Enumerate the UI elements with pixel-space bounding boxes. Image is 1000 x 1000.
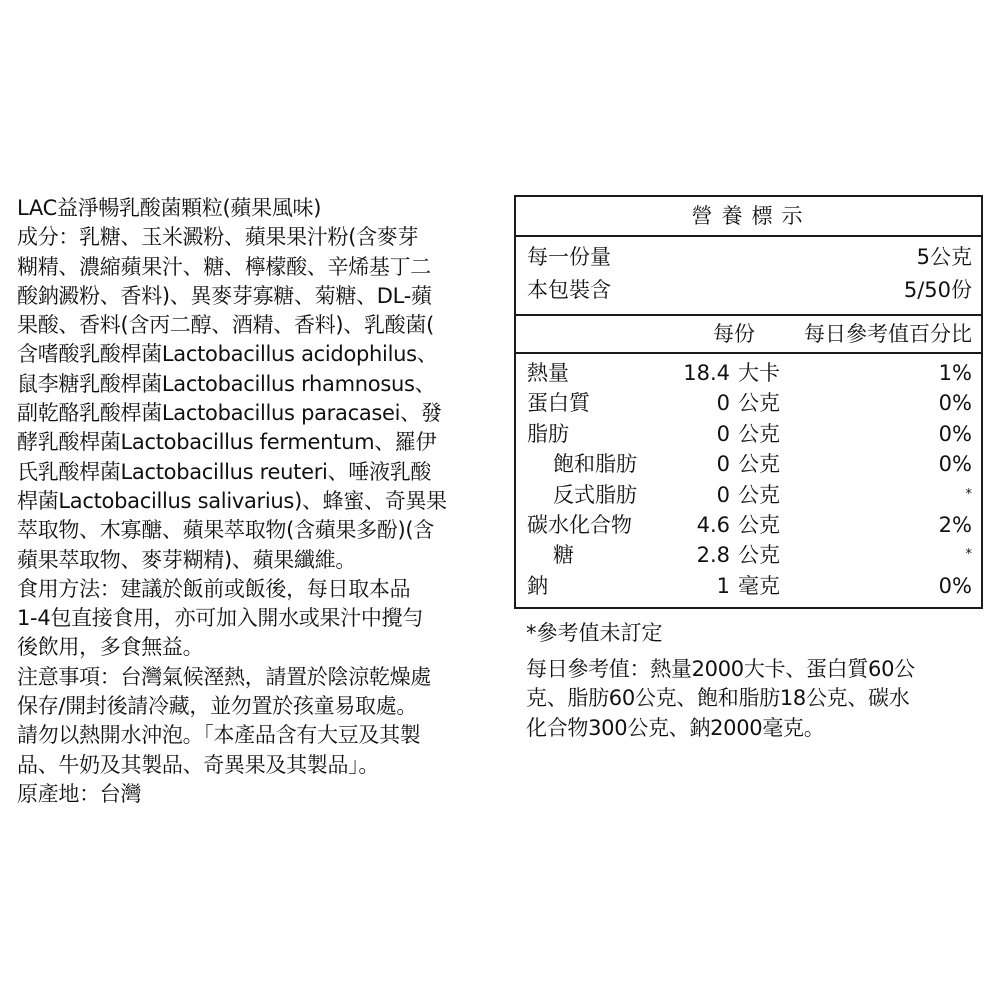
per-serving-header: 每份 (713, 322, 755, 346)
ingredients-line: 蘋果萃取物、麥芽糊精)、蘋果纖維。 (17, 547, 357, 572)
nutrition-facts-table (514, 195, 983, 609)
nutrient-name: 飽和脂肪 (553, 452, 637, 477)
nutrient-unit: 毫克 (738, 573, 780, 598)
reference-value-footnote: *參考值未訂定 (526, 621, 663, 645)
ingredients-line: 酵乳酸桿菌Lactobacillus fermentum、羅伊 (17, 430, 437, 455)
caution-line: 品、牛奶及其製品、奇異果及其製品」。 (17, 752, 380, 777)
nutrient-row-calories (516, 358, 981, 388)
nutrient-unit: 公克 (738, 543, 780, 568)
ingredients-line: 成分：乳糖、玉米澱粉、蘋果果汁粉(含麥芽 (17, 225, 419, 250)
serving-size-value: 5公克 (916, 245, 972, 269)
ingredients-line: 果酸、香料(含丙二醇、酒精、香料)、乳酸菌( (17, 313, 434, 338)
nutrient-row-saturated-fat (516, 449, 981, 479)
nutrient-name: 熱量 (527, 361, 569, 385)
ingredients-line: 糊精、濃縮蘋果汁、糖、檸檬酸、辛烯基丁二 (17, 254, 431, 279)
nutrient-amount: 0 (716, 421, 730, 446)
nutrient-row-sugar (516, 540, 981, 570)
nutrition-column-header (516, 316, 981, 354)
nutrient-unit: 公克 (738, 391, 780, 416)
nutrient-amount: 18.4 (683, 361, 730, 385)
caution-line: 保存/開封後請冷藏，並勿置於孩童易取處。 (17, 694, 418, 719)
serving-info (516, 237, 981, 316)
serving-size-label: 每一份量 (527, 245, 611, 269)
nutrient-name: 糖 (553, 543, 574, 568)
caution-line: 注意事項：台灣氣候溼熱，請置於陰涼乾燥處 (17, 664, 431, 689)
nutrient-row-carbohydrate (516, 510, 981, 540)
nutrient-daily-value: 0% (938, 452, 972, 477)
serving-size-row (516, 241, 981, 274)
nutrient-daily-value: 2% (938, 512, 972, 537)
origin-line: 原產地：台灣 (17, 781, 142, 806)
nutrient-daily-value: * (965, 547, 972, 563)
nutrient-amount: 0 (716, 452, 730, 477)
nutrient-unit: 公克 (738, 452, 780, 477)
nutrient-name: 脂肪 (527, 421, 569, 446)
nutrient-daily-value: 1% (938, 361, 972, 385)
nutrient-name: 碳水化合物 (527, 512, 632, 537)
usage-line: 食用方法：建議於飯前或飯後，每日取本品 (17, 576, 411, 601)
ingredients-line: 萃取物、木寡醣、蘋果萃取物(含蘋果多酚)(含 (17, 518, 434, 543)
ingredients-line: 氏乳酸桿菌Lactobacillus reuteri、唾液乳酸 (17, 459, 432, 484)
nutrient-amount: 4.6 (696, 512, 730, 537)
nutrient-daily-value: * (965, 486, 972, 502)
nutrient-row-protein (516, 388, 981, 418)
daily-reference-line: 克、脂肪60公克、飽和脂肪18公克、碳水 (526, 686, 910, 711)
nutrient-amount: 0 (716, 391, 730, 416)
nutrient-daily-value: 0% (938, 421, 972, 446)
caution-line: 請勿以熱開水沖泡。「本產品含有大豆及其製 (17, 723, 421, 748)
nutrient-rows (516, 354, 981, 601)
nutrition-table-title: 營養標示 (516, 197, 981, 237)
nutrient-name: 鈉 (527, 573, 548, 598)
nutrient-row-trans-fat (516, 480, 981, 510)
nutrient-amount: 1 (716, 573, 730, 598)
ingredients-line: 酸鈉澱粉、香料)、異麥芽寡糖、菊糖、DL-蘋 (17, 283, 432, 308)
usage-line: 後飲用，多食無益。 (17, 635, 204, 660)
nutrient-unit: 大卡 (738, 361, 780, 385)
nutrient-amount: 0 (716, 482, 730, 507)
nutrient-row-sodium (516, 571, 981, 601)
ingredients-line: 鼠李糖乳酸桿菌Lactobacillus rhamnosus、 (17, 371, 436, 396)
nutrient-unit: 公克 (738, 421, 780, 446)
daily-reference-line: 每日參考值：熱量2000大卡、蛋白質60公 (526, 657, 915, 681)
product-name: LAC益淨暢乳酸菌顆粒(蘋果風味) (17, 196, 322, 220)
nutrient-row-fat (516, 419, 981, 449)
daily-reference-note (526, 655, 976, 743)
nutrient-name: 蛋白質 (527, 391, 590, 416)
servings-per-package-row (516, 274, 981, 307)
servings-per-package-label: 本包裝含 (527, 278, 611, 302)
ingredients-line: 含嗜酸乳酸桿菌Lactobacillus acidophilus、 (17, 342, 438, 367)
nutrient-amount: 2.8 (696, 543, 730, 568)
nutrient-name: 反式脂肪 (553, 482, 637, 507)
nutrient-unit: 公克 (738, 482, 780, 507)
nutrient-daily-value: 0% (938, 391, 972, 416)
nutrient-unit: 公克 (738, 512, 780, 537)
servings-per-package-value: 5/50份 (903, 278, 972, 302)
ingredients-line: 桿菌Lactobacillus salivarius)、蜂蜜、奇異果 (17, 488, 447, 513)
nutrient-daily-value: 0% (938, 573, 972, 598)
ingredients-text-block (17, 194, 497, 809)
ingredients-line: 副乾酪乳酸桿菌Lactobacillus paracasei、發 (17, 401, 442, 426)
usage-line: 1-4包直接食用，亦可加入開水或果汁中攪勻 (17, 606, 423, 631)
daily-reference-line: 化合物300公克、鈉2000毫克。 (526, 715, 825, 740)
daily-value-header: 每日參考值百分比 (804, 322, 972, 346)
